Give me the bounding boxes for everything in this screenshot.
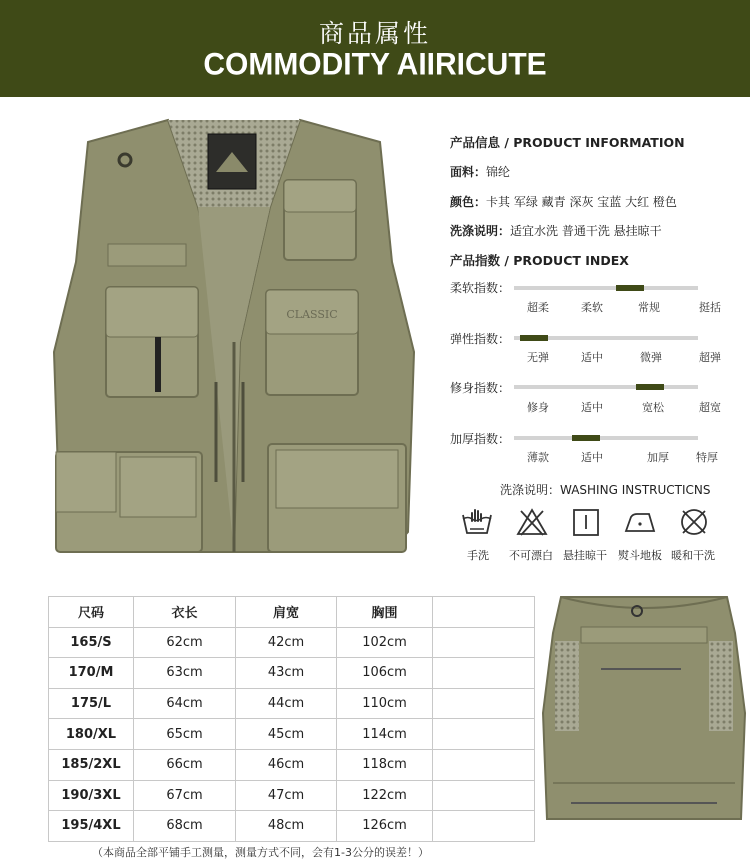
table-cell: 44cm [236, 688, 337, 719]
index-tick: 挺括 [699, 301, 721, 314]
header-banner [0, 0, 750, 97]
table-cell: 65cm [134, 719, 236, 750]
fabric-label: 面料： [450, 165, 487, 179]
table-row [49, 688, 535, 719]
table-cell: 63cm [134, 658, 236, 689]
table-cell: 114cm [337, 719, 433, 750]
table-cell: 66cm [134, 749, 236, 780]
table-cell: 42cm [236, 627, 337, 658]
index-track [514, 385, 698, 389]
fabric-row [450, 163, 510, 180]
index-track [514, 436, 698, 440]
wash-label: 不可漂白 [509, 549, 553, 562]
table-cell: 185/2XL [49, 749, 134, 780]
table-header-row [49, 597, 535, 628]
index-tick: 薄款 [527, 451, 549, 464]
hang-dry-icon [569, 507, 603, 537]
index-label: 弹性指数： [450, 332, 511, 346]
table-cell [433, 719, 535, 750]
table-cell: 110cm [337, 688, 433, 719]
index-label: 加厚指数： [450, 432, 511, 446]
measurement-note: （本商品全部平铺手工测量，测量方式不同，会有1-3公分的误差！） [92, 846, 429, 859]
table-row [49, 780, 535, 811]
index-label: 柔软指数： [450, 281, 511, 295]
washing-title: 洗涤说明：WASHING INSTRUCTICNS [500, 483, 711, 497]
wash-value: 适宜水洗 普通干洗 悬挂晾干 [510, 224, 662, 238]
table-row [49, 719, 535, 750]
index-tick: 超柔 [527, 301, 549, 314]
table-cell: 126cm [337, 811, 433, 842]
table-row [49, 811, 535, 842]
hand-wash-icon [460, 507, 494, 537]
index-track [514, 286, 698, 290]
table-cell: 68cm [134, 811, 236, 842]
table-cell: 180/XL [49, 719, 134, 750]
colors-row [450, 193, 677, 210]
index-tick: 柔软 [581, 301, 603, 314]
no-bleach-icon [515, 507, 549, 537]
table-cell: 118cm [337, 749, 433, 780]
wash-label: 悬挂晾干 [563, 549, 607, 562]
table-header-cell: 尺码 [49, 597, 134, 628]
index-tick: 适中 [581, 451, 603, 464]
table-cell [433, 627, 535, 658]
table-cell [433, 749, 535, 780]
tumble-dry-icon [677, 507, 711, 537]
index-tick: 特厚 [696, 451, 718, 464]
table-cell [433, 780, 535, 811]
banner-title-cn: 商品属性 [318, 19, 431, 48]
table-cell: 106cm [337, 658, 433, 689]
table-cell [433, 811, 535, 842]
product-index-title: 产品指数 / PRODUCT INDEX [450, 253, 629, 268]
fabric-value: 锦纶 [486, 165, 511, 179]
table-row [49, 627, 535, 658]
table-header-cell [433, 597, 535, 628]
index-marker [572, 435, 600, 441]
table-header-cell: 衣长 [134, 597, 236, 628]
colors-label: 颜色： [450, 195, 487, 209]
index-marker [520, 335, 548, 341]
index-tick: 超弹 [699, 351, 721, 364]
table-cell: 165/S [49, 627, 134, 658]
table-header-cell: 胸围 [337, 597, 433, 628]
iron-cloth-icon [623, 507, 657, 537]
table-row [49, 749, 535, 780]
index-tick: 适中 [581, 401, 603, 414]
table-cell: 122cm [337, 780, 433, 811]
index-tick: 无弹 [527, 351, 549, 364]
table-cell: 170/M [49, 658, 134, 689]
wash-label: 手洗 [467, 549, 489, 562]
table-cell: 62cm [134, 627, 236, 658]
table-cell: 64cm [134, 688, 236, 719]
table-cell: 175/L [49, 688, 134, 719]
table-cell: 46cm [236, 749, 337, 780]
index-marker [616, 285, 644, 291]
vest-back-image [541, 593, 747, 825]
table-cell [433, 688, 535, 719]
table-cell [433, 658, 535, 689]
table-cell: 45cm [236, 719, 337, 750]
index-tick: 修身 [527, 401, 549, 414]
table-cell: 48cm [236, 811, 337, 842]
table-cell: 47cm [236, 780, 337, 811]
index-tick: 适中 [581, 351, 603, 364]
wash-label: 熨斗地板 [618, 549, 662, 562]
vest-pocket-text: CLASSIC [286, 308, 338, 321]
wash-label: 洗涤说明： [450, 224, 511, 238]
product-info-title: 产品信息 / PRODUCT INFORMATION [450, 135, 685, 150]
table-row [49, 658, 535, 689]
index-tick: 宽松 [642, 401, 664, 414]
index-tick: 超宽 [699, 401, 721, 414]
colors-value: 卡其 军绿 藏青 深灰 宝蓝 大红 橙色 [486, 195, 677, 209]
table-cell: 67cm [134, 780, 236, 811]
vest-front-image [48, 112, 420, 564]
table-cell: 190/3XL [49, 780, 134, 811]
table-cell: 195/4XL [49, 811, 134, 842]
table-cell: 43cm [236, 658, 337, 689]
index-tick: 加厚 [647, 451, 669, 464]
table-cell: 102cm [337, 627, 433, 658]
index-marker [636, 384, 664, 390]
index-tick: 微弹 [640, 351, 662, 364]
wash-label: 暖和干洗 [671, 549, 715, 562]
wash-row [450, 222, 662, 239]
index-track [514, 336, 698, 340]
index-tick: 常规 [638, 301, 660, 314]
size-table [48, 596, 535, 842]
banner-title-en: COMMODITY AIIRICUTE [203, 47, 547, 82]
table-header-cell: 肩宽 [236, 597, 337, 628]
index-label: 修身指数： [450, 381, 511, 395]
